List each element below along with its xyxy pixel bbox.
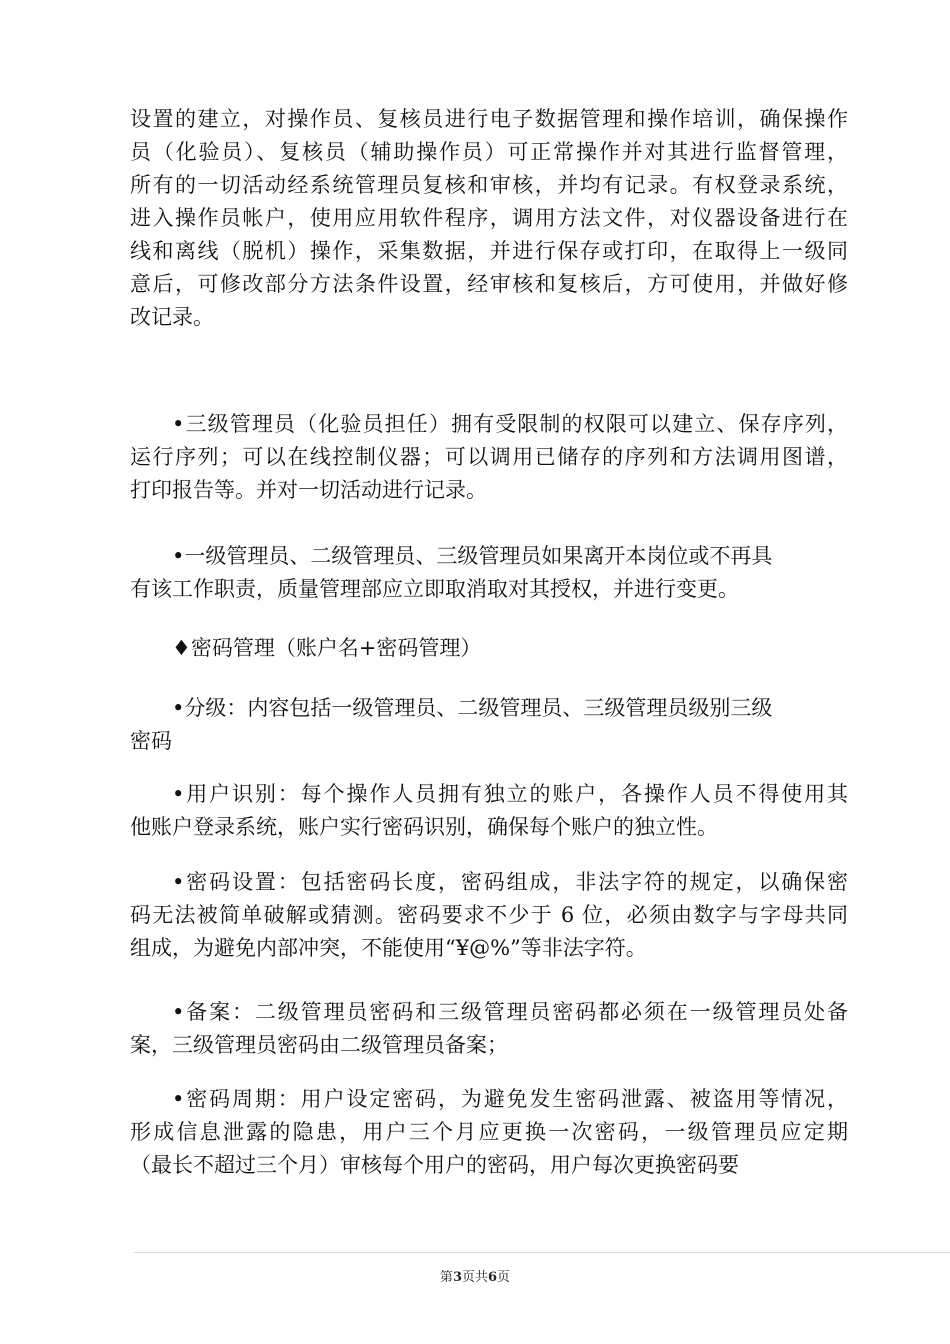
footer-divider <box>134 1252 950 1253</box>
footer-suffix: 页 <box>497 1270 511 1285</box>
paragraph-9 <box>130 1083 848 1182</box>
paragraph-line: 意后，可修改部分方法条件设置，经审核和复核后，方可使用，并做好修 <box>130 272 848 296</box>
paragraph-line: •一级管理员、二级管理员、三级管理员如果离开本岗位或不再具 <box>172 544 773 568</box>
paragraph-line: •三级管理员（化验员担任）拥有受限制的权限可以建立、保存序列， <box>172 412 848 436</box>
paragraph-line: 码无法被简单破解或猜测。密码要求不少于 6 位，必须由数字与字母共同 <box>130 903 848 927</box>
paragraph-line: 密码 <box>130 729 172 753</box>
paragraph-5 <box>130 692 848 758</box>
paragraph-line: 进入操作员帐户，使用应用软件程序，调用方法文件，对仪器设备进行在 <box>130 206 848 230</box>
paragraph-7 <box>130 866 848 965</box>
paragraph-line: （最长不超过三个月）审核每个用户的密码，用户每次更换密码要 <box>130 1153 739 1177</box>
paragraph-2 <box>130 408 848 507</box>
footer-prefix: 第 <box>439 1270 453 1285</box>
paragraph-8 <box>130 996 848 1062</box>
page-number-footer <box>0 1266 950 1285</box>
paragraph-6 <box>130 778 848 844</box>
section-heading-password-management <box>130 632 848 665</box>
paragraph-line: 有该工作职责，质量管理部应立即取消取对其授权，并进行变更。 <box>130 577 739 601</box>
paragraph-line: •备案：二级管理员密码和三级管理员密码都必须在一级管理员处备 <box>172 1000 848 1024</box>
paragraph-line: 案，三级管理员密码由二级管理员备案； <box>130 1033 508 1057</box>
paragraph-line: 线和离线（脱机）操作，采集数据，并进行保存或打印，在取得上一级同 <box>130 239 848 263</box>
paragraph-line: •密码设置：包括密码长度，密码组成，非法字符的规定，以确保密 <box>172 870 848 894</box>
paragraph-line: 设置的建立，对操作员、复核员进行电子数据管理和操作培训，确保操作 <box>130 107 848 131</box>
paragraph-line: 形成信息泄露的隐患，用户三个月应更换一次密码，一级管理员应定期 <box>130 1120 848 1144</box>
current-page-number: 3 <box>452 1270 462 1285</box>
paragraph-line: 组成，为避免内部冲突，不能使用“¥@%”等非法字符。 <box>130 936 647 960</box>
paragraph-3 <box>130 540 848 606</box>
paragraph-line: 所有的一切活动经系统管理员复核和审核，并均有记录。有权登录系统， <box>130 173 848 197</box>
paragraph-line: •分级：内容包括一级管理员、二级管理员、三级管理员级别三级 <box>172 696 773 720</box>
paragraph-line: 改记录。 <box>130 305 214 329</box>
paragraph-line: •用户识别：每个操作人员拥有独立的账户，各操作人员不得使用其 <box>172 782 848 806</box>
paragraph-line: 他账户登录系统，账户实行密码识别，确保每个账户的独立性。 <box>130 815 718 839</box>
paragraph-line: 员（化验员）、复核员（辅助操作员）可正常操作并对其进行监督管理， <box>130 140 848 164</box>
footer-middle: 页共 <box>461 1270 488 1285</box>
paragraph-line: 运行序列；可以在线控制仪器；可以调用已储存的序列和方法调用图谱， <box>130 445 848 469</box>
paragraph-line: •密码周期：用户设定密码，为避免发生密码泄露、被盗用等情况， <box>172 1087 848 1111</box>
paragraph-line: ♦密码管理（账户名+密码管理） <box>172 636 482 660</box>
paragraph-line: 打印报告等。并对一切活动进行记录。 <box>130 478 487 502</box>
paragraph-1 <box>130 103 848 334</box>
total-page-count: 6 <box>488 1270 498 1285</box>
